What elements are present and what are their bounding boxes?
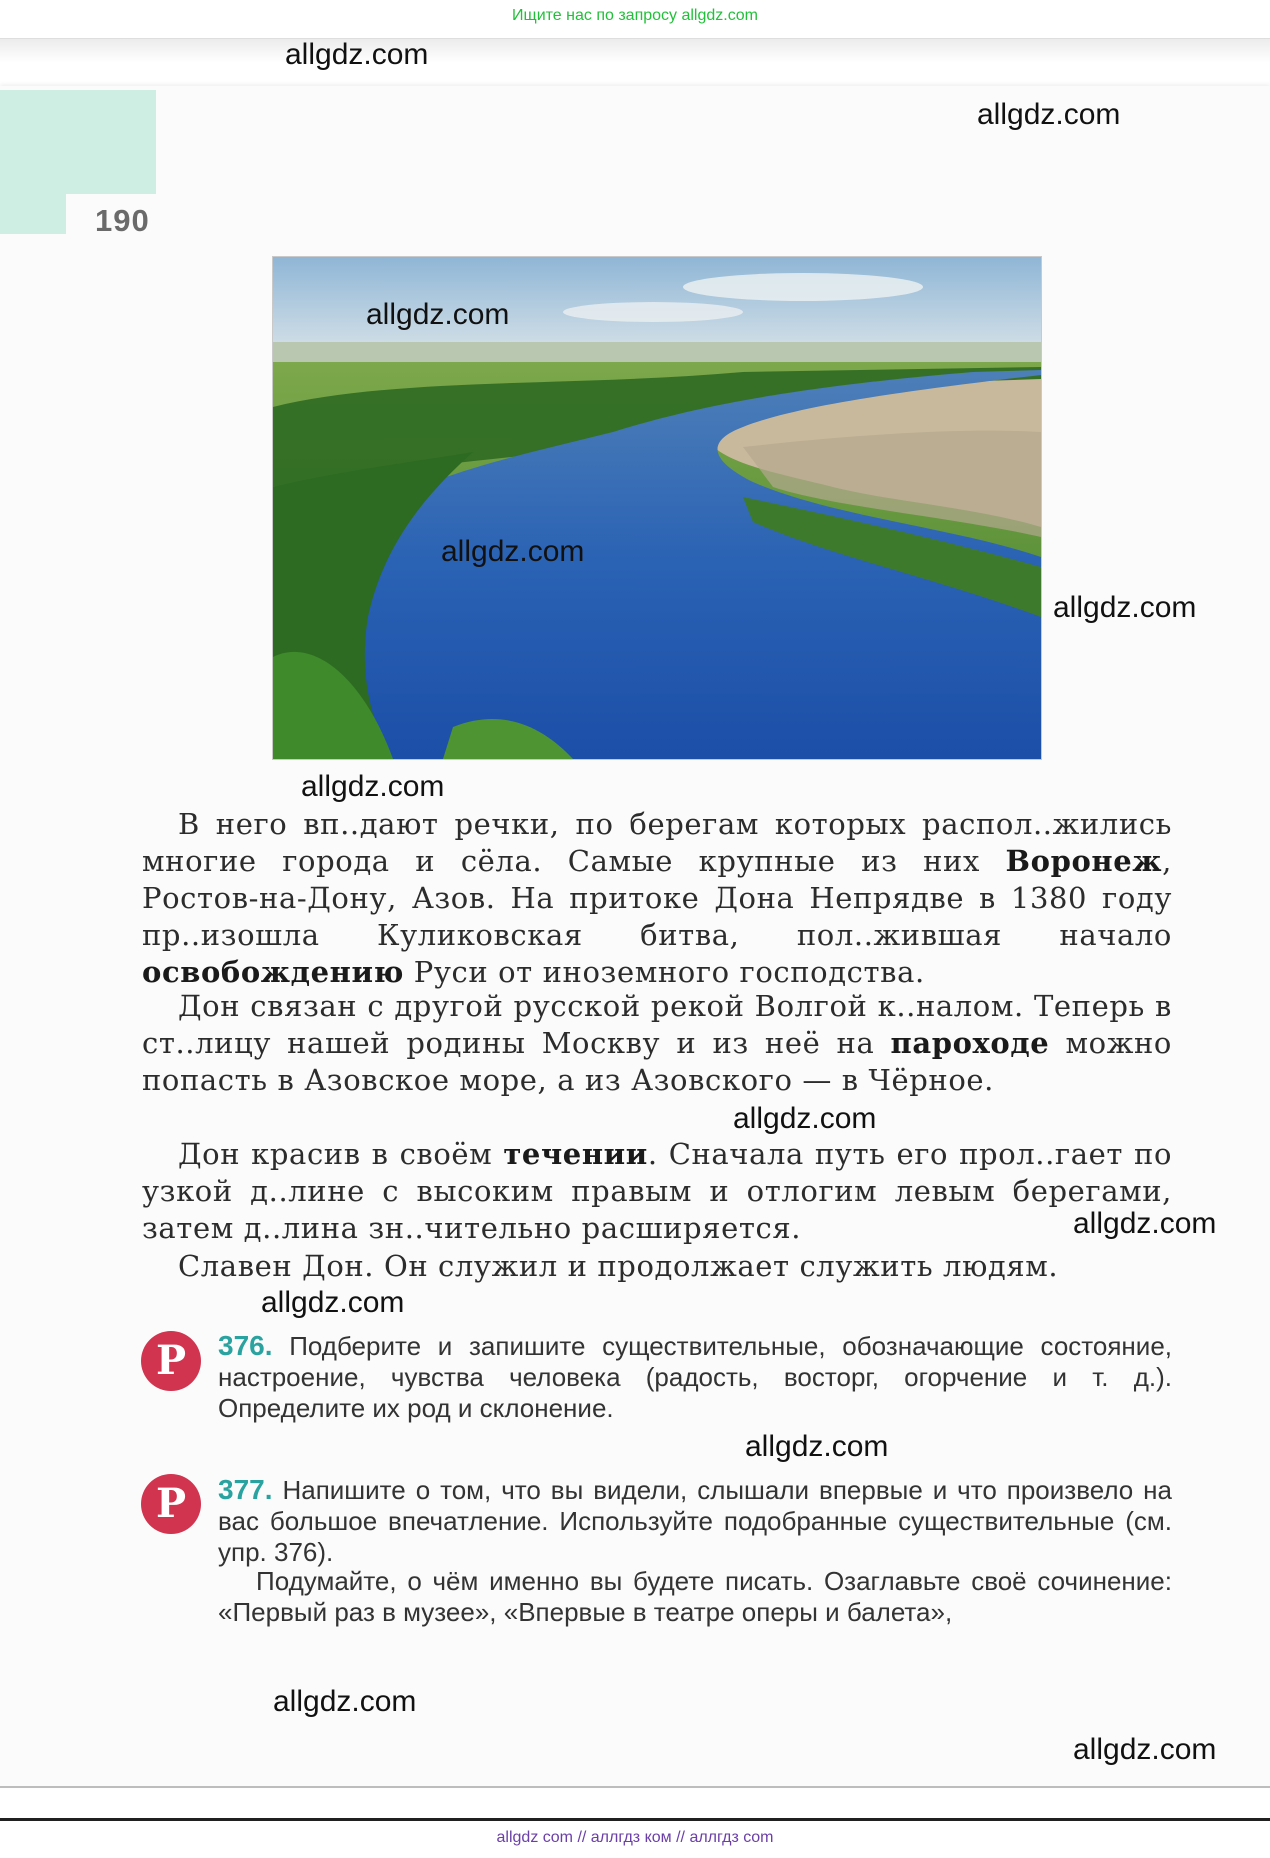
- watermark: allgdz.com: [261, 1286, 405, 1319]
- watermark: allgdz.com: [285, 38, 429, 71]
- exercise-badge: Р: [141, 1474, 201, 1534]
- text-paragraph-2: Дон связан с другой русской рекой Волгой к..налом. Теперь в ст..лицу нашей родины Москву и из неё на пароходе можно попасть в Азовское море, а из Азовского — в Чёрное.: [142, 989, 1172, 1097]
- page-corner-tab-lower: [0, 194, 66, 234]
- text-paragraph-1: В него вп..дают речки, по берегам которых распол..жились многие города и сёла. Самые крупные из них Воронеж, Ростов-на-Дону, Азов. На притоке Дона Непрядве в 1380 году пр..изошла Куликовская битва, пол..жившая начало освобождению Руси от иноземного господства.: [142, 807, 1172, 989]
- watermark: allgdz.com: [1053, 591, 1197, 624]
- exercise-number: 376.: [218, 1330, 273, 1361]
- page-corner-tab: [0, 90, 156, 194]
- exercise-376: [218, 1330, 1172, 1424]
- text-paragraph-3: Дон красив в своём течении. Сначала путь его прол..гает по узкой д..лине с высоким правым и отлогим левым берегами, затем д..лина зн..чительно расширяется.: [142, 1137, 1173, 1245]
- watermark: allgdz.com: [1073, 1207, 1217, 1240]
- bold-term: освобождению: [142, 955, 404, 989]
- watermark: allgdz.com: [733, 1102, 877, 1135]
- page-number: 190: [95, 203, 150, 238]
- exercise-badge: Р: [141, 1331, 201, 1391]
- watermark: allgdz.com: [441, 535, 585, 568]
- bottom-rule: [0, 1818, 1270, 1821]
- exercise-377-continuation: Подумайте, о чём именно вы будете писать. Озаглавьте своё сочинение: «Первый раз в музее», «Впервые в театре оперы и балета»,: [218, 1566, 1172, 1627]
- watermark: allgdz.com: [1073, 1733, 1217, 1766]
- top-bar: [0, 38, 1270, 63]
- watermark: allgdz.com: [301, 770, 445, 803]
- bold-term: пароходе: [890, 1026, 1050, 1060]
- exercise-text: Напишите о том, что вы видели, слышали впервые и что произвело на вас большое впечатление. Используйте подобранные существительные (см. упр. 376).: [218, 1475, 1172, 1567]
- bold-term: течении: [503, 1137, 648, 1171]
- top-banner[interactable]: Ищите нас по запросу allgdz.com: [512, 7, 758, 24]
- exercise-number: 377.: [218, 1474, 273, 1505]
- exercise-377: [218, 1474, 1172, 1568]
- watermark: allgdz.com: [273, 1685, 417, 1718]
- watermark: allgdz.com: [745, 1430, 889, 1463]
- exercise-text: Подберите и запишите существительные, обозначающие состояние, настроение, чувства человека (радость, восторг, огорчение и т. д.). Определите их род и склонение.: [218, 1331, 1172, 1423]
- watermark: allgdz.com: [366, 298, 510, 331]
- bold-term: Воронеж: [1005, 844, 1163, 878]
- bottom-banner[interactable]: allgdz com // аллгдз ком // аллгдз com: [496, 1829, 774, 1846]
- watermark: allgdz.com: [977, 98, 1121, 131]
- text-paragraph-4: Славен Дон. Он служил и продолжает служить людям.: [178, 1249, 1059, 1283]
